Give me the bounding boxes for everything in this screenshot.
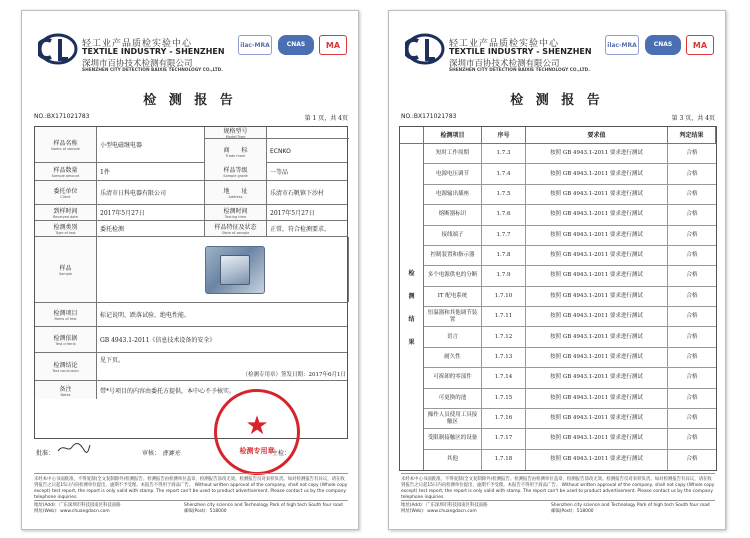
approver-signature [56,441,92,455]
address-en: Shenzhen city science and Technology Park of high tech South four road [551,503,710,508]
seq-no-cell: 1.7.14 [482,368,526,387]
received-date-value: 2017年5月27日 [97,205,205,220]
col-requirement: 要求值 [526,127,668,143]
test-type-value: 委托检测 [97,221,205,236]
report-header [22,11,358,83]
test-item-cell: 电源输出插座 [424,185,482,204]
company-name-en: SHENZHEN CITY DETECTION BAIXIE TECHNOLOGY CO.,LTD. [82,68,223,73]
seq-no-cell: 1.7.16 [482,409,526,428]
footer-address [401,503,715,515]
requirement-cell: 按照 GB 4943.1-2011 要求进行测试 [526,226,668,245]
seq-no-cell: 1.7.17 [482,429,526,448]
seq-no-cell: 1.7.12 [482,327,526,346]
requirement-cell: 按照 GB 4943.1-2011 要求进行测试 [526,287,668,306]
test-items-label: 检测项目 Items of test [35,303,97,326]
client-label: 委托单位 Client [35,181,97,204]
seq-no-cell: 1.7.18 [482,450,526,470]
website: 网址(Web)：www.chuangdacn.com [401,509,477,514]
org-name-cn: 轻工业产品质检实验中心 [449,39,560,49]
requirement-cell: 按照 GB 4943.1-2011 要求进行测试 [526,429,668,448]
header-blank [400,127,424,143]
seal-text: 检测专用章 [239,446,275,455]
amount-label: 样品数量 Sample amount [35,163,97,180]
page-indicator: 第 3 页，共 4页 [671,115,715,122]
cl-logo-icon [38,33,78,65]
seq-no-cell: 1.7.9 [482,266,526,285]
requirement-cell: 按照 GB 4943.1-2011 要求进行测试 [526,164,668,183]
footer-disclaimer: 未经本中心书面批准，不得复制(全文复制除外)检测报告。检测报告由检测单位盖章，检测报告涂改无效。检测报告仅对来样负责。如对检测报告有异议，请在收到报告之日起15日内向检测单位提出，逾期不予受理。本报告不得用于商品广告。 Without written approval of the company, shall not copy (Whole copy except) test report, the report is only valid with stamp. The report can't be used to product advertisement. Please contact us by the company telephone inquiries. [401,477,715,500]
seq-no-cell: 1.7.3 [482,144,526,163]
result-cell: 合格 [686,272,698,279]
test-item-cell: 语言 [424,327,482,346]
seq-no-cell: 1.7.4 [482,164,526,183]
footer-divider [401,500,715,501]
table-row [424,389,716,409]
sample-name-label: 样品名称 Name of sample [35,127,97,162]
requirement-cell: 按照 GB 4943.1-2011 要求进行测试 [526,307,668,326]
test-item-cell: 接线端子 [424,226,482,245]
testing-time-value: 2017年5月27日 [270,210,315,217]
table-row [35,181,347,205]
relay-photo [205,246,265,294]
table-row [35,237,347,303]
table-row [35,163,347,181]
test-item-cell: 熔断器标识 [424,205,482,224]
ma-logo: MA [686,35,714,55]
address-cn: 地址(Add)：广东深圳市科技园南区科技南路 [34,503,121,508]
test-item-cell: 操作人员使用工具接触区 [424,409,482,428]
table-row [35,127,347,163]
notes-value: 带*号项目的内容由委托方提供，本中心不予核实。 [100,387,236,395]
table-row [424,164,716,184]
sample-name-value: 小型电磁继电器 [97,127,205,162]
relay-body [220,255,250,285]
table-row [35,327,347,353]
test-conclusion-label: 检测结论 Test conclusion [35,353,97,380]
result-cell: 合格 [686,231,698,238]
table-row [35,381,347,399]
side-char: 结 [408,316,415,323]
report-header [389,11,725,83]
requirement-cell: 按照 GB 4943.1-2011 要求进行测试 [526,185,668,204]
sample-info-table [34,126,348,439]
testing-time-label: 检测时间 Testing time [205,205,267,220]
result-cell: 合格 [686,456,698,463]
report-page-3 [388,10,726,530]
requirement-cell: 按照 GB 4943.1-2011 要求进行测试 [526,327,668,346]
test-item-cell: 多个电源供电的分断 [424,266,482,285]
test-item-cell: 控制装置和指示器 [424,246,482,265]
website: 网址(Web)：www.chuangdacn.com [34,509,110,514]
requirement-cell: 按照 GB 4943.1-2011 要求进行测试 [526,266,668,285]
table-row [424,287,716,307]
page-indicator: 第 1 页，共 4页 [304,115,348,122]
result-cell: 合格 [686,211,698,218]
result-cell: 合格 [686,333,698,340]
col-seq-no: 序号 [482,127,526,143]
postcode: 邮编(Post)：518000 [184,509,227,514]
seq-no-cell: 1.7.11 [482,307,526,326]
test-item-cell: 电源电压调节 [424,164,482,183]
test-conclusion-value: 见下页。 （检测专用章）签发日期：2017年6月1日 [100,357,346,378]
table-row [424,185,716,205]
chief-tester-label: 主检： [272,450,291,457]
official-seal [214,389,300,475]
table-header [400,127,716,144]
org-name-cn: 轻工业产品质检实验中心 [82,39,193,49]
test-item-cell: IT 配电系统 [424,287,482,306]
requirement-cell: 按照 GB 4943.1-2011 要求进行测试 [526,246,668,265]
seq-no-cell: 1.7.10 [482,287,526,306]
footer-disclaimer: 未经本中心书面批准，不得复制(全文复制除外)检测报告。检测报告由检测单位盖章，检测报告涂改无效。检测报告仅对来样负责。如对检测报告有异议，请在收到报告之日起15日内向检测单位提出，逾期不予受理。本报告不得用于商品广告。 Without written approval of the company, shall not copy (Whole copy except) test report, the report is only valid with stamp. The report can't be used to product advertisement. Please contact us by the company telephone inquiries. [34,477,348,500]
ilac-mra-logo: ilac-MRA [605,35,639,55]
result-cell: 合格 [686,394,698,401]
footer-divider [401,473,715,474]
seq-no-cell: 1.7.15 [482,389,526,408]
report-number: NO.:BX171021783 [34,113,90,120]
cnas-logo: CNAS [645,35,681,55]
test-results-table [399,126,717,471]
table-row [424,409,716,429]
cl-logo-icon [405,33,445,65]
amount-value: 1件 [97,163,205,180]
requirement-cell: 按照 GB 4943.1-2011 要求进行测试 [526,348,668,367]
address-label: 地 址 Address [205,181,267,204]
table-row [205,127,349,139]
table-row [424,226,716,246]
test-criteria-label: 检测依据 Test criteria [35,327,97,352]
result-cell: 合格 [686,353,698,360]
ilac-mra-logo: ilac-MRA [238,35,272,55]
col-result: 判定结果 [668,127,716,143]
table-row [424,246,716,266]
table-row [424,144,716,164]
result-cell: 合格 [686,435,698,442]
sample-label: 样品 Sample [35,237,97,302]
trademark-label: 商 标 Trade mark [205,139,267,163]
requirement-cell: 按照 GB 4943.1-2011 要求进行测试 [526,144,668,163]
company-name-en: SHENZHEN CITY DETECTION BAIXIE TECHNOLOGY CO.,LTD. [449,68,590,73]
model-trademark-block [205,127,349,163]
table-row [424,307,716,327]
results-body [424,144,716,470]
star-icon: ★ [245,411,269,441]
address-cn: 地址(Add)：广东深圳市科技园南区科技南路 [401,503,488,508]
cnas-logo: CNAS [278,35,314,55]
test-item-cell: 短时工作周期 [424,144,482,163]
requirement-cell: 按照 GB 4943.1-2011 要求进行测试 [526,368,668,387]
reviewer-signature: 曹赛光 [162,450,181,457]
results-side-label [400,144,424,470]
requirement-cell: 按照 GB 4943.1-2011 要求进行测试 [526,450,668,470]
model-value [267,127,349,138]
seq-no-cell: 1.7.8 [482,246,526,265]
report-title: 检 测 报 告 [510,93,604,108]
requirement-cell: 按照 GB 4943.1-2011 要求进行测试 [526,205,668,224]
org-name-en: TEXTILE INDUSTRY - SHENZHEN [449,47,592,56]
company-name-cn: 深圳市百协技术检测有限公司 [82,59,193,69]
test-item-cell: 可更换的池 [424,389,482,408]
col-test-item: 检测项目 [424,127,482,143]
test-criteria-value: GB 4943.1-2011《信息技术设备的安全》 [100,337,216,344]
notes-label: 备注 Notes [35,381,97,399]
test-items-value: 标记说明、跌落试验、绝电性能。 [100,312,191,319]
test-item-cell: 可拆卸的零部件 [424,368,482,387]
result-cell: 合格 [686,252,698,259]
company-name-cn: 深圳市百协技术检测有限公司 [449,59,560,69]
table-row [424,327,716,347]
seq-no-cell: 1.7.5 [482,185,526,204]
test-item-cell: 恒温器和其他调节装置 [424,307,482,326]
table-row [35,303,347,327]
result-cell: 合格 [686,313,698,320]
footer-divider [34,500,348,501]
side-char: 测 [408,293,415,300]
model-label: 规格型号 Model/Type [205,127,267,138]
table-row [35,205,347,221]
test-type-label: 检测类别 Type of test [35,221,97,236]
side-char: 检 [408,270,415,277]
received-date-label: 到样时间 Received date [35,205,97,220]
sample-state-value: 正常，符合检测要求。 [270,226,331,233]
grade-value: 一等品 [270,169,289,176]
table-row [35,221,347,237]
address-en: Shenzhen city science and Technology Park of high tech South four road [184,503,343,508]
table-row [424,348,716,368]
seq-no-cell: 1.7.6 [482,205,526,224]
table-row [35,353,347,381]
postcode: 邮编(Post)：518000 [551,509,594,514]
table-row [424,429,716,449]
report-title: 检 测 报 告 [143,93,237,108]
requirement-cell: 按照 GB 4943.1-2011 要求进行测试 [526,409,668,428]
test-item-cell: 其他 [424,450,482,470]
table-row [424,450,716,470]
result-cell: 合格 [686,374,698,381]
report-page-1 [21,10,359,530]
seq-no-cell: 1.7.7 [482,226,526,245]
sample-state-label: 样品特征及状态 State of sample [205,221,267,236]
test-item-cell: 耐久性 [424,348,482,367]
report-number: NO.:BX171021783 [401,113,457,120]
address-value: 乐清市石帆镇下沙村 [270,190,325,197]
side-char: 果 [408,339,415,346]
org-name-en: TEXTILE INDUSTRY - SHENZHEN [82,47,225,56]
footer-address [34,503,348,515]
trademark-value: ECNKO [270,147,291,155]
table-row [205,139,349,163]
result-cell: 合格 [686,292,698,299]
seq-no-cell: 1.7.13 [482,348,526,367]
ma-logo: MA [319,35,347,55]
table-row [424,205,716,225]
table-row [424,266,716,286]
requirement-cell: 按照 GB 4943.1-2011 要求进行测试 [526,389,668,408]
result-cell: 合格 [686,190,698,197]
result-cell: 合格 [686,415,698,422]
issue-date: （检测专用章）签发日期：2017年6月1日 [242,372,346,378]
table-row [424,368,716,388]
approver-label: 批准： [36,450,55,457]
report-number-line [401,113,715,120]
report-number-line [34,113,348,120]
test-item-cell: 受限制接触区的设备 [424,429,482,448]
result-cell: 合格 [686,150,698,157]
reviewer-label: 审核： [142,450,161,457]
result-cell: 合格 [686,170,698,177]
client-value: 乐清市日科电器有限公司 [97,181,205,204]
footer-divider [34,473,348,474]
grade-label: 样品等级 Sample grade [205,163,267,180]
